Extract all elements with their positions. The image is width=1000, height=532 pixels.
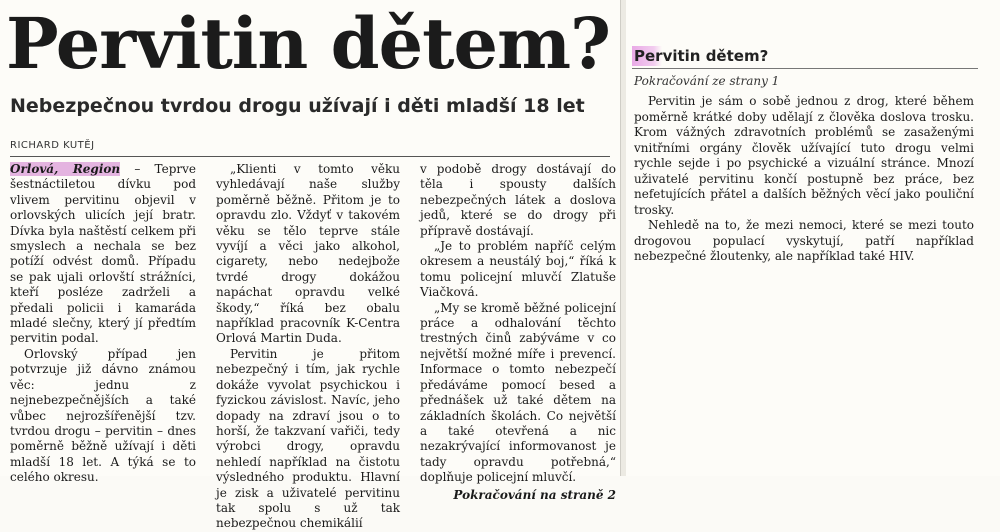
article-column-3	[420, 162, 616, 503]
continuation-headline: Pervitin dětem?	[634, 47, 769, 65]
column-1-paragraph-1	[10, 162, 196, 347]
continuation-paragraph-2: Nehledě na to, že mezi nemoci, které se mezi touto drogovou populací vyskytují, patří například nebezpečné žloutenky, ale například také HIV.	[634, 218, 974, 263]
column-1-paragraph-1-text: – Teprve šestnáctiletou dívku pod vlivem pervitinu objevil v orlovských ulicích její bratr. Dívka byla naštěstí celkem při smyslech a nechala se bez potíží odvést domů. Případu se pak ujali orlovští strážníci, kteří posléze zadrželi a předali policii i kamaráda mladé slečny, který jí předtím pervitin podal.	[10, 162, 196, 346]
article-subheadline: Nebezpečnou tvrdou drogu užívají i děti mladší 18 let	[10, 95, 585, 117]
continued-from-note: Pokračování ze strany 1	[634, 74, 780, 88]
column-2-paragraph-2: Pervitin je přitom nebezpečný i tím, jak rychle dokáže vyvolat psychickou i fyzickou závislost. Navíc, jeho dopady na zdraví jsou o to horší, že takzvaní vařiči, tedy výrobci drogy, opravdu nehledí například na čistotu výsledného produktu. Hlavní je zisk a uživatelé pervitinu tak spolu s už tak nebezpečnou chemikálií	[216, 346, 400, 531]
column-1-paragraph-2: Orlovský případ jen potvrzuje již dávno známou věc: jednu z nejnebezpečnějších a také vůbec nejrozšířenější tzv. tvrdou drogu – pervitin – dnes poměrně běžně užívají i děti mladší 18 let. A týká se to celého okresu.	[10, 346, 196, 485]
article-headline: Pervitin dětem?	[6, 2, 611, 85]
column-3-paragraph-1: v podobě drogy dostávají do těla i spousty dalších nebezpečných látek a doslova jedů, které se do drogy při přípravě dostávají.	[420, 162, 616, 238]
dateline-place: Orlová, Region	[10, 162, 121, 176]
column-2-paragraph-1: „Klienti v tomto věku vyhledávají naše služby poměrně běžně. Přitom je to opravdu zlo. Vždyť v takovém věku se tělo teprve stále vyvíjí a věci jako alkohol, cigarety, nebo nedejbože tvrdé drogy dokážou napáchat opravdu velké škody,“ říká bez obalu například pracovník K-Centra Orlová Martin Duda.	[216, 162, 400, 346]
continuation-rule	[632, 68, 978, 69]
article-byline: RICHARD KUTĚJ	[10, 140, 95, 151]
article-column-2	[216, 162, 400, 532]
column-3-paragraph-3: „My se kromě běžné policejní práce a odhalování těchto trestných činů zabýváme v co největší možné míře i prevencí. Informace o tomto nebezpečí předáváme pomocí besed a přednášek už také dětem na základních školách. Co největší a také otevřená a nic nezakrývající informovanost je tady opravdu potřebná,“ doplňuje policejní mluvčí.	[420, 300, 616, 485]
article-column-1	[10, 162, 196, 486]
continued-on-page-note: Pokračování na straně 2	[453, 487, 616, 502]
column-3-paragraph-2: „Je to problém napříč celým okresem a neustálý boj,“ říká k tomu policejní mluvčí Zlatuše Viačková.	[420, 239, 616, 300]
byline-rule	[10, 156, 610, 157]
continuation-body	[634, 94, 974, 265]
continuation-paragraph-1: Pervitin je sám o sobě jednou z drog, které během poměrně krátké doby udělají z člověka doslova trosku. Krom vážných zdravotních problémů se zasaženými vnitřními orgány člověk užívající tuto drogu velmi rychle sejde i po psychické a vizuální stránce. Mnozí uživatelé pervitinu končí postupně bez práce, bez nefetujících přátel a dalších běžných věcí jako pouliční trosky.	[634, 94, 974, 217]
